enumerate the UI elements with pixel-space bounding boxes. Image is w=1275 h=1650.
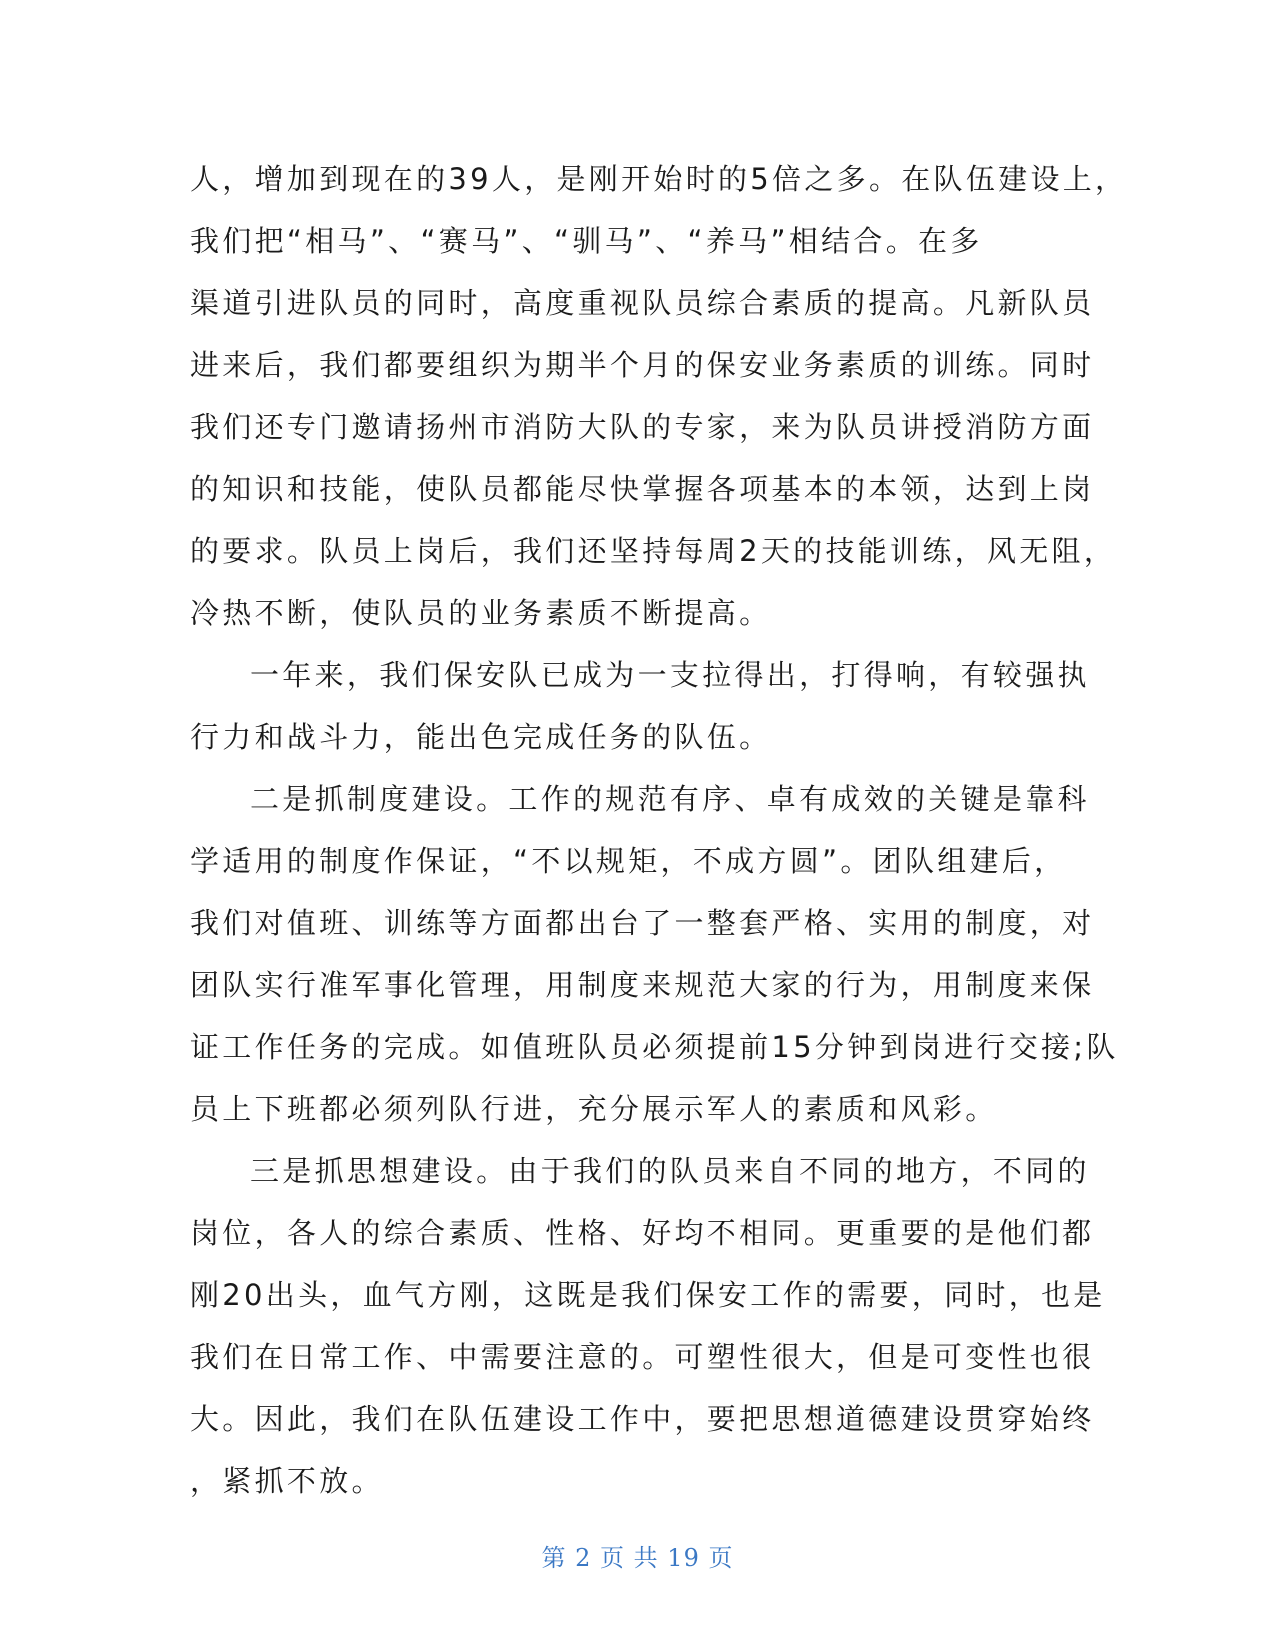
text-line: 团队实行准军事化管理，用制度来规范大家的行为，用制度来保 xyxy=(190,968,1095,1002)
document-body xyxy=(190,148,1128,1512)
text-line: 学适用的制度作保证，“不以规矩，不成方圆”。团队组建后， xyxy=(190,844,1067,878)
text-line: 刚20出头，血气方刚，这既是我们保安工作的需要，同时，也是 xyxy=(190,1278,1106,1312)
text-line: 岗位，各人的综合素质、性格、好均不相同。更重要的是他们都 xyxy=(190,1216,1095,1250)
text-line: 证工作任务的完成。如值班队员必须提前15分钟到岗进行交接;队 xyxy=(190,1030,1119,1064)
text-line: 行力和战斗力，能出色完成任务的队伍。 xyxy=(190,720,772,754)
paragraph-start-line: 一年来，我们保安队已成为一支拉得出，打得响，有较强执 xyxy=(250,658,1090,692)
text-line: 大。因此，我们在队伍建设工作中，要把思想道德建设贯穿始终 xyxy=(190,1402,1095,1436)
text-line: 我们还专门邀请扬州市消防大队的专家，来为队员讲授消防方面 xyxy=(190,410,1095,444)
text-line: 冷热不断，使队员的业务素质不断提高。 xyxy=(190,596,772,630)
paragraph-start-line: 二是抓制度建设。工作的规范有序、卓有成效的关键是靠科 xyxy=(250,782,1090,816)
text-line: 人，增加到现在的39人，是刚开始时的5倍之多。在队伍建设上， xyxy=(190,162,1128,196)
text-line: 的要求。队员上岗后，我们还坚持每周2天的技能训练，风无阻， xyxy=(190,534,1117,568)
text-line: 我们在日常工作、中需要注意的。可塑性很大，但是可变性也很 xyxy=(190,1340,1095,1374)
text-line: 的知识和技能，使队员都能尽快掌握各项基本的本领，达到上岗 xyxy=(190,472,1095,506)
page-number-footer: 第 2 页 共 19 页 xyxy=(541,1544,734,1572)
text-line: ，紧抓不放。 xyxy=(190,1464,384,1498)
text-line: 我们对值班、训练等方面都出台了一整套严格、实用的制度，对 xyxy=(190,906,1095,940)
text-line: 我们把“相马”、“赛马”、“驯马”、“养马”相结合。在多 xyxy=(190,224,983,258)
paragraph-start-line: 三是抓思想建设。由于我们的队员来自不同的地方，不同的 xyxy=(250,1154,1090,1188)
text-line: 员上下班都必须列队行进，充分展示军人的素质和风彩。 xyxy=(190,1092,998,1126)
text-line: 进来后，我们都要组织为期半个月的保安业务素质的训练。同时 xyxy=(190,348,1095,382)
text-line: 渠道引进队员的同时，高度重视队员综合素质的提高。凡新队员 xyxy=(190,286,1095,320)
